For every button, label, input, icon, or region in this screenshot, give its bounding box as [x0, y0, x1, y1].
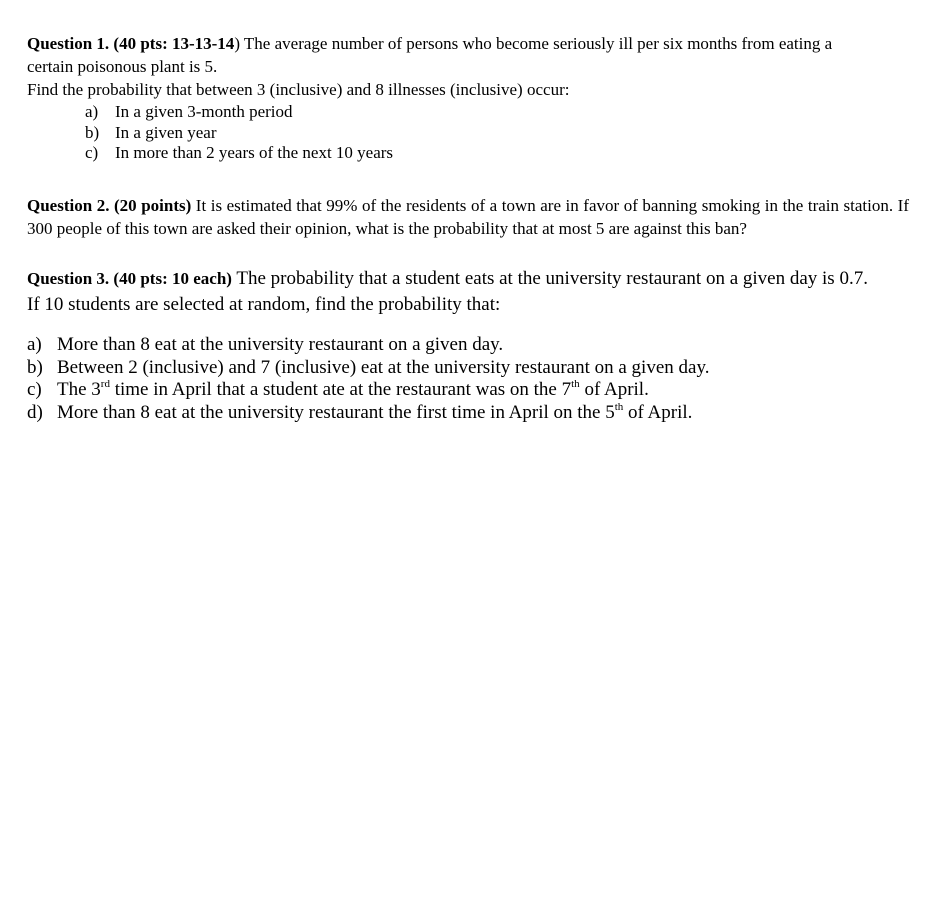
list-item: [27, 357, 907, 380]
list-item-text-pre: The 3: [57, 379, 101, 401]
question-1-close-paren: ): [234, 34, 240, 53]
list-item-text-mid: time in April that a student ate at the restaurant was on the 7: [109, 379, 572, 401]
question-3-line-1: [27, 266, 907, 292]
list-item-text: More than 8 eat at the university restaurant on a given day.: [57, 334, 504, 355]
list-item-text-pre: More than 8 eat at the university restaurant the first time in April on the 5: [57, 401, 615, 423]
list-item-label: b): [85, 122, 100, 142]
list-item-text: Between 2 (inclusive) and 7 (inclusive) eat at the university restaurant on a given day.: [57, 356, 710, 378]
list-item-text-post: of April.: [579, 379, 649, 401]
list-item-label: c): [85, 143, 99, 163]
question-1-text-2: certain poisonous plant is 5.: [27, 57, 218, 76]
list-item: [85, 143, 393, 164]
list-item-text: In a given year: [115, 122, 217, 142]
question-2-text: It is estimated that 99% of the residents of a town are in favor of banning smoking in the train station. If 300 people of this town are asked their opinion, what is the probability that at most 5 are against this ban?: [27, 196, 909, 238]
question-3: [27, 266, 907, 318]
ordinal-suffix: rd: [100, 378, 110, 391]
question-1-list: [85, 102, 393, 164]
question-1-heading: Question 1. (40 pts: 13-13-14: [27, 34, 235, 53]
question-3-text-1: The probability that a student eats at the university restaurant on a given day is 0.7.: [231, 268, 868, 289]
list-item: [27, 402, 907, 425]
list-item: [85, 123, 393, 144]
ordinal-suffix: th: [614, 400, 624, 413]
question-2-heading: Question 2. (20 points): [27, 196, 192, 215]
question-3-list: [27, 334, 907, 424]
list-item-text: In a given 3-month period: [115, 102, 293, 121]
question-1-text-3: Find the probability that between 3 (inclusive) and 8 illnesses (inclusive) occur:: [27, 80, 570, 99]
ordinal-suffix: th: [571, 378, 580, 391]
list-item: [27, 334, 907, 357]
list-item: [27, 379, 907, 402]
question-2: [27, 194, 909, 240]
question-3-heading: Question 3. (40 pts: 10 each): [27, 269, 232, 288]
list-item-label: a): [85, 102, 99, 121]
question-1-text-1: The average number of persons who become seriously ill per six months from eating a: [239, 34, 833, 53]
list-item-label: d): [27, 401, 43, 423]
list-item-label: a): [27, 334, 42, 355]
question-1: [27, 32, 897, 101]
question-1-line-1: [27, 32, 897, 55]
question-3-text-2: If 10 students are selected at random, find the probability that:: [27, 294, 501, 315]
list-item: [85, 102, 393, 123]
list-item-text-post: of April.: [623, 401, 693, 423]
list-item-label: c): [27, 379, 42, 401]
list-item-text: In more than 2 years of the next 10 years: [115, 143, 394, 163]
list-item-label: b): [27, 356, 43, 378]
